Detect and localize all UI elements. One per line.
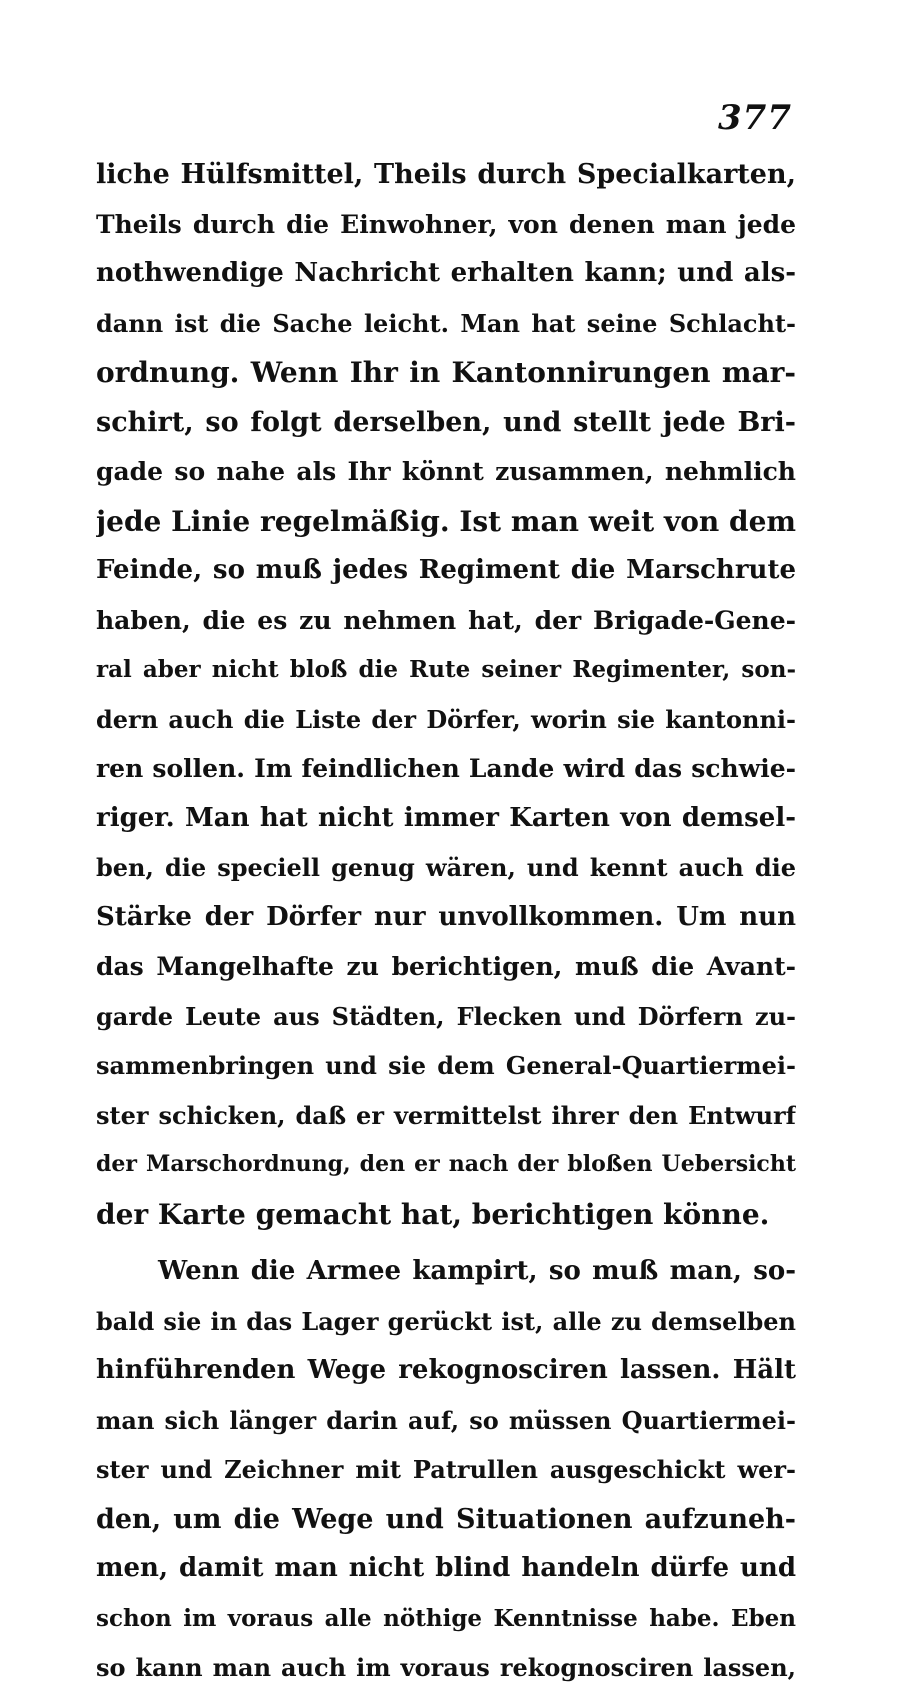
text-line: Wenn die Armee kampirt, so muß man, so- — [158, 1256, 796, 1286]
text-line: hinführenden Wege rekognosciren lassen. Hält — [96, 1355, 796, 1385]
text-line: liche Hülfsmittel, Theils durch Specialkarten, — [96, 159, 796, 190]
text-line: garde Leute aus Städten, Flecken und Dörfern zu- — [96, 1001, 796, 1031]
text-line: Theils durch die Einwohner, von denen man jede — [96, 209, 796, 239]
text-line: so kann man auch im voraus rekognosciren lassen, — [96, 1653, 796, 1682]
text-line: ral aber nicht bloß die Rute seiner Regimenter, son- — [96, 656, 796, 683]
text-line: ster schicken, daß er vermittelst ihrer den Entwurf — [96, 1100, 796, 1130]
text-line: Stärke der Dörfer nur unvollkommen. Um nun — [96, 901, 796, 932]
paragraph — [96, 1247, 796, 1693]
text-line: ster und Zeichner mit Patrullen ausgeschickt wer- — [96, 1455, 796, 1484]
text-line: schon im voraus alle nöthige Kenntnisse habe. Eben — [96, 1604, 796, 1632]
text-line: jede Linie regelmäßig. Ist man weit von dem — [96, 504, 796, 538]
page-number: 377 — [718, 98, 792, 138]
text-line: gade so nahe als Ihr könnt zusammen, nehmlich — [96, 457, 796, 486]
paragraph — [96, 150, 796, 1239]
text-line: man sich länger darin auf, so müssen Quartiermei- — [96, 1405, 796, 1435]
text-line: Feinde, so muß jedes Regiment die Marschrute — [96, 555, 796, 585]
text-line: men, damit man nicht blind handeln dürfe und — [96, 1553, 796, 1583]
text-line: nothwendige Nachricht erhalten kann; und als- — [96, 258, 796, 288]
text-line: der Marschordnung, den er nach der bloßen Uebersicht — [96, 1151, 796, 1177]
text-line: sammenbringen und sie dem General-Quartiermei- — [96, 1051, 796, 1080]
text-line: haben, die es zu nehmen hat, der Brigade-Gene- — [96, 605, 796, 635]
text-line: ordnung. Wenn Ihr in Kantonnirungen mar- — [96, 356, 796, 389]
body-text — [96, 150, 796, 1693]
text-line: das Mangelhafte zu berichtigen, muß die Avant- — [96, 952, 796, 981]
paragraph-gap — [96, 1239, 796, 1247]
text-line: dern auch die Liste der Dörfer, worin sie kantonni- — [96, 704, 796, 734]
text-line: riger. Man hat nicht immer Karten von demsel- — [96, 802, 796, 833]
text-line: schirt, so folgt derselben, und stellt jede Bri- — [96, 406, 796, 438]
text-line: ren sollen. Im feindlichen Lande wird das schwie- — [96, 754, 796, 783]
text-line: der Karte gemacht hat, berichtigen könne. — [96, 1197, 770, 1231]
text-line: ben, die speciell genug wären, und kennt auch die — [96, 853, 796, 882]
text-line: dann ist die Sache leicht. Man hat seine Schlacht- — [96, 308, 796, 338]
text-line: den, um die Wege und Situationen aufzuneh- — [96, 1503, 796, 1535]
text-line: bald sie in das Lager gerückt ist, alle zu demselben — [96, 1306, 796, 1336]
